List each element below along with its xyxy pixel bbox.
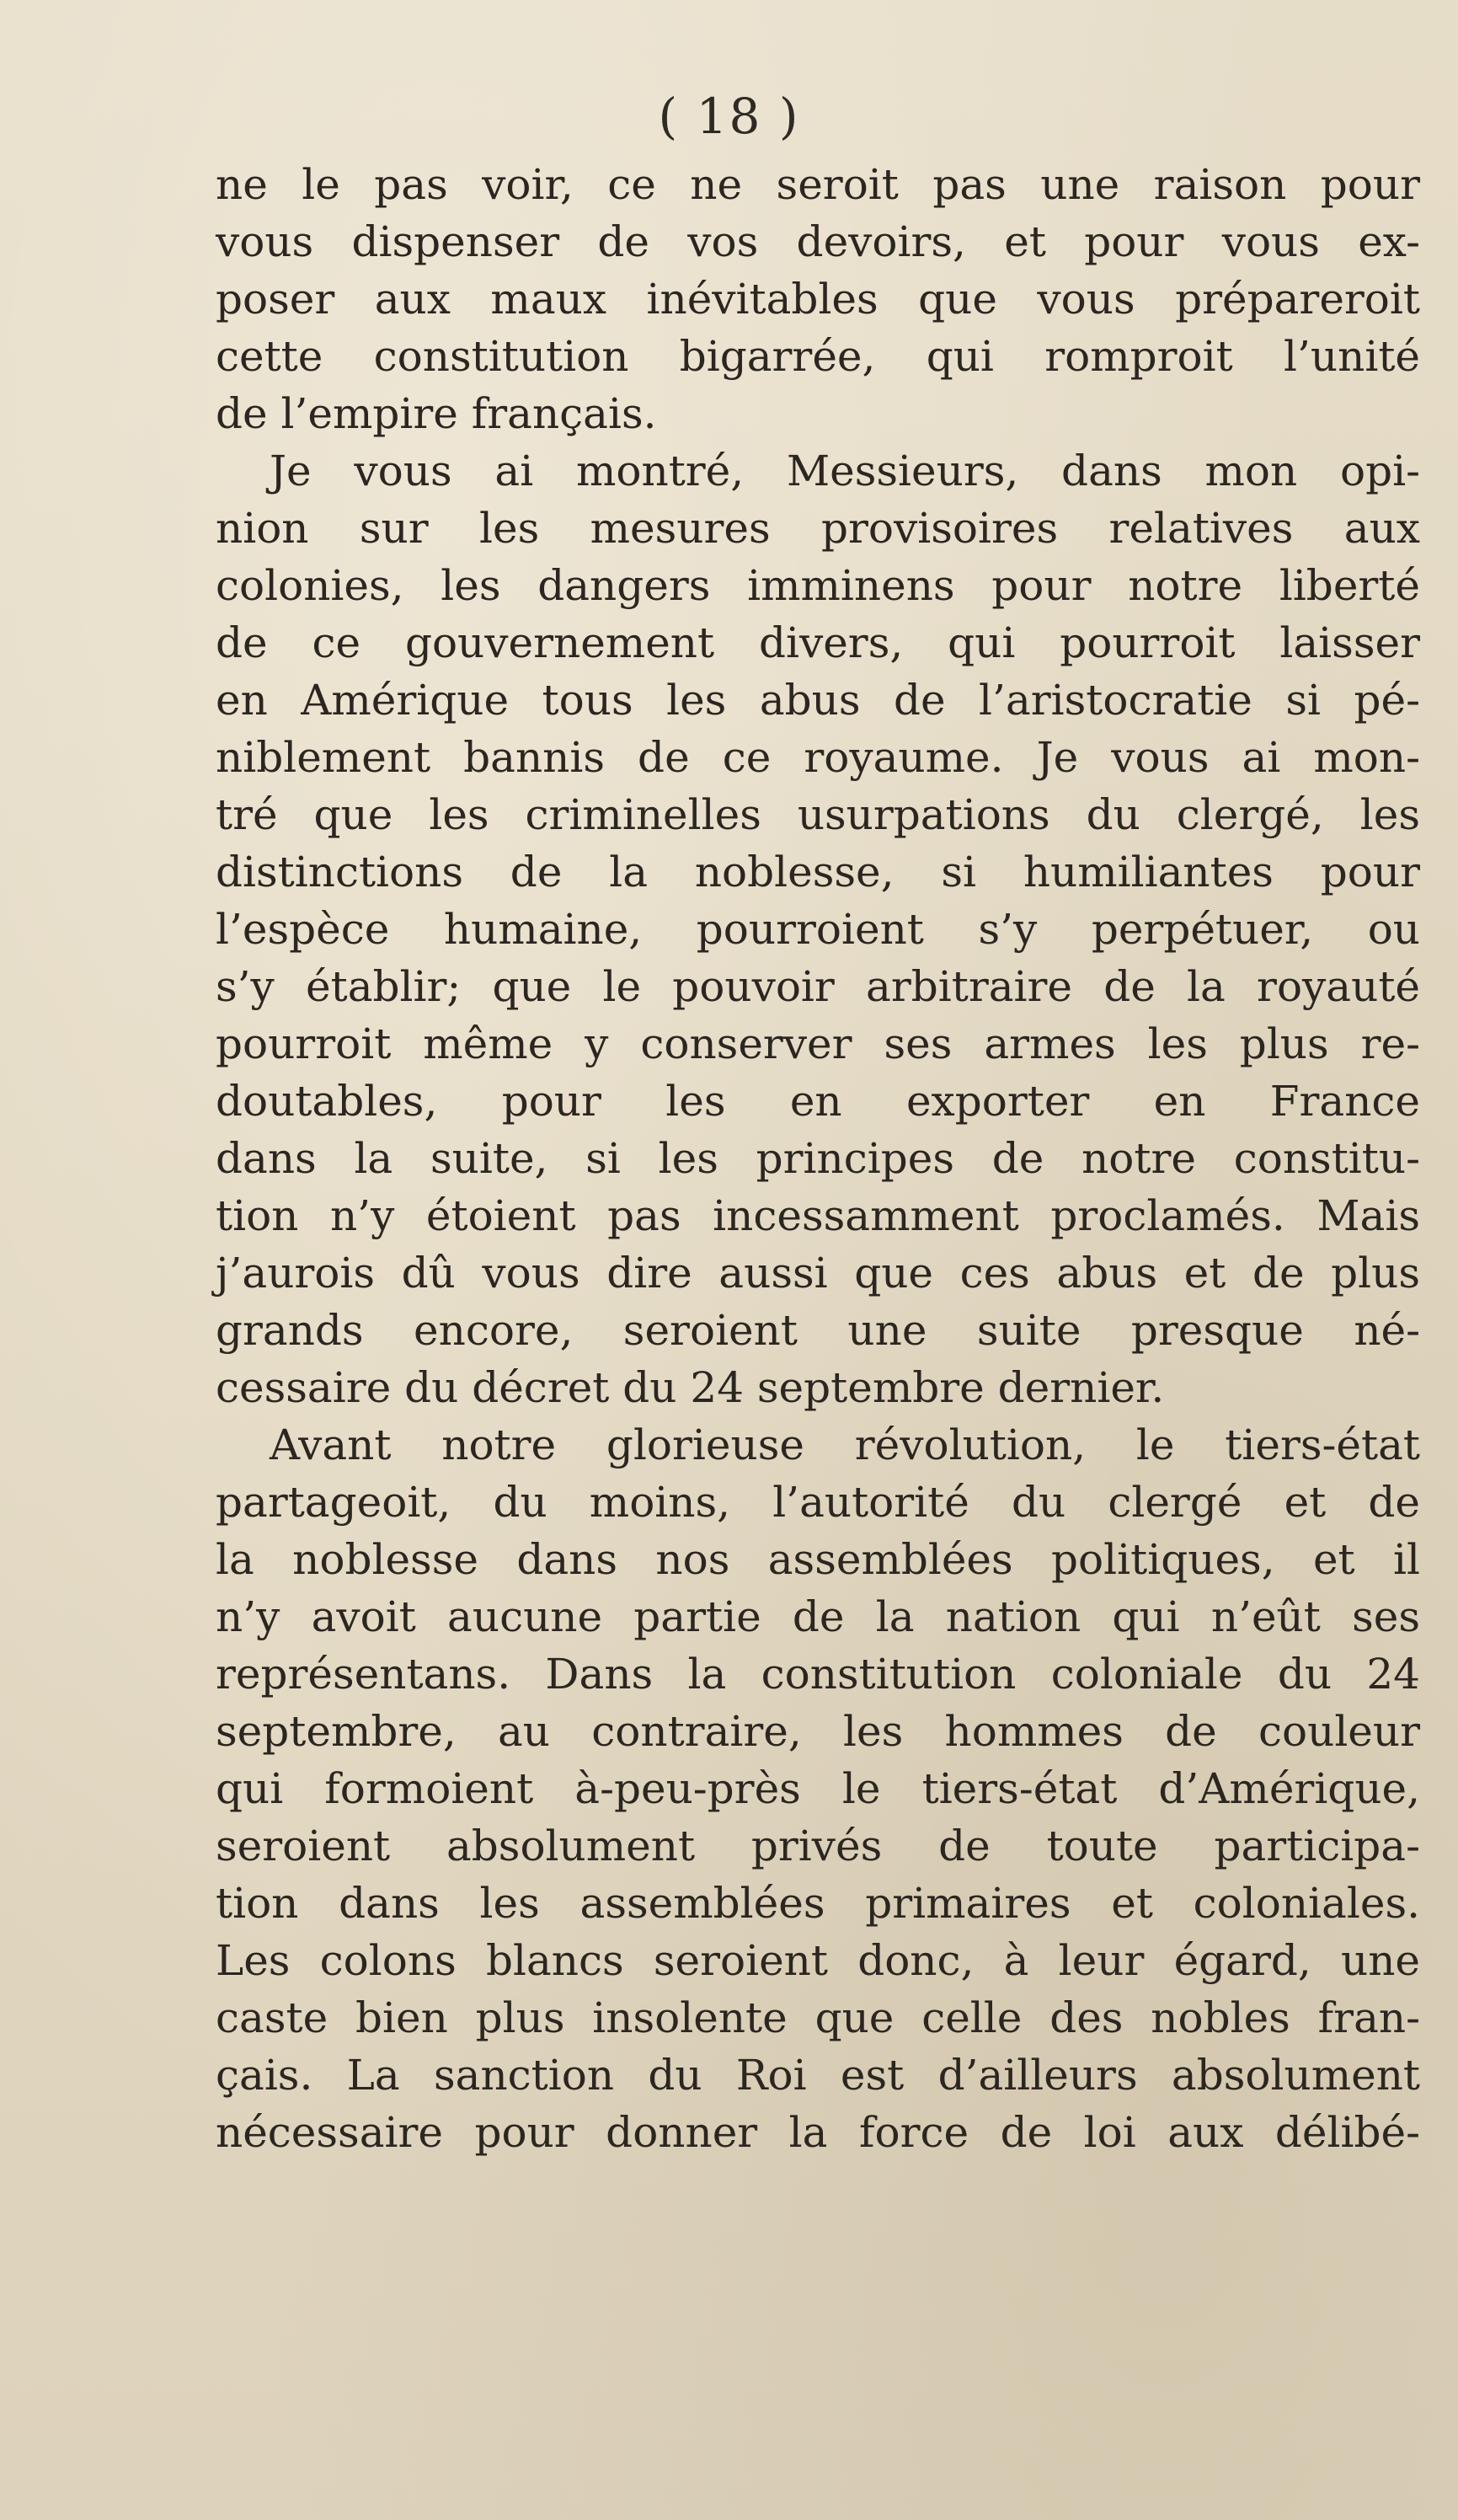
text-line: Les colons blancs seroient donc, à leur égard, une	[216, 1936, 1420, 1985]
text-line: niblement bannis de ce royaume. Je vous ai mon-	[216, 733, 1420, 782]
text-line: çais. La sanction du Roi est d’ailleurs absolument	[216, 2051, 1420, 2100]
text-line: tion dans les assemblées primaires et coloniales.	[216, 1879, 1420, 1928]
text-line: cessaire du décret du 24 septembre dernier.	[216, 1363, 1165, 1412]
text-line: j’aurois dû vous dire aussi que ces abus et de plus	[216, 1249, 1420, 1297]
text-line: poser aux maux inévitables que vous prépareroit	[216, 275, 1420, 324]
text-line: qui formoient à-peu-près le tiers-état d’Amérique,	[216, 1764, 1420, 1813]
text-line: vous dispenser de vos devoirs, et pour vous ex-	[216, 217, 1420, 266]
text-line: nécessaire pour donner la force de loi aux délibé-	[216, 2108, 1420, 2157]
text-line: tion n’y étoient pas incessamment proclamés. Mais	[216, 1191, 1420, 1240]
text-line: s’y établir; que le pouvoir arbitraire de la royauté	[216, 962, 1420, 1011]
text-line: seroient absolument privés de toute participa-	[216, 1822, 1420, 1870]
text-line: caste bien plus insolente que celle des nobles fran-	[216, 1993, 1420, 2042]
text-line: nion sur les mesures provisoires relatives aux	[216, 504, 1420, 553]
text-line: ne le pas voir, ce ne seroit pas une raison pour	[216, 160, 1420, 209]
text-line: la noblesse dans nos assemblées politiques, et il	[216, 1535, 1420, 1584]
text-line: tré que les criminelles usurpations du clergé, les	[216, 790, 1420, 839]
text-line: l’espèce humaine, pourroient s’y perpétuer, ou	[216, 905, 1420, 954]
text-line: doutables, pour les en exporter en France	[216, 1077, 1420, 1126]
text-line: partageoit, du moins, l’autorité du clergé et de	[216, 1478, 1420, 1527]
text-line: représentans. Dans la constitution coloniale du 24	[216, 1650, 1420, 1699]
text-line: dans la suite, si les principes de notre constitu-	[216, 1134, 1420, 1183]
text-line: cette constitution bigarrée, qui romproit l’unité	[216, 332, 1420, 381]
text-line: de l’empire français.	[216, 389, 657, 438]
text-line: septembre, au contraire, les hommes de couleur	[216, 1707, 1420, 1756]
text-line: grands encore, seroient une suite presque né-	[216, 1306, 1420, 1355]
page-number: ( 18 )	[658, 88, 800, 145]
text-line: n’y avoit aucune partie de la nation qui n’eût ses	[216, 1592, 1420, 1641]
text-line: Je vous ai montré, Messieurs, dans mon opi-	[270, 447, 1420, 495]
text-line: distinctions de la noblesse, si humiliantes pour	[216, 848, 1420, 896]
text-line: Avant notre glorieuse révolution, le tiers-état	[270, 1421, 1420, 1469]
text-line: en Amérique tous les abus de l’aristocratie si pé-	[216, 676, 1420, 725]
text-line: de ce gouvernement divers, qui pourroit laisser	[216, 618, 1420, 667]
text-line: pourroit même y conserver ses armes les plus re-	[216, 1019, 1420, 1068]
text-line: colonies, les dangers imminens pour notre liberté	[216, 561, 1420, 610]
